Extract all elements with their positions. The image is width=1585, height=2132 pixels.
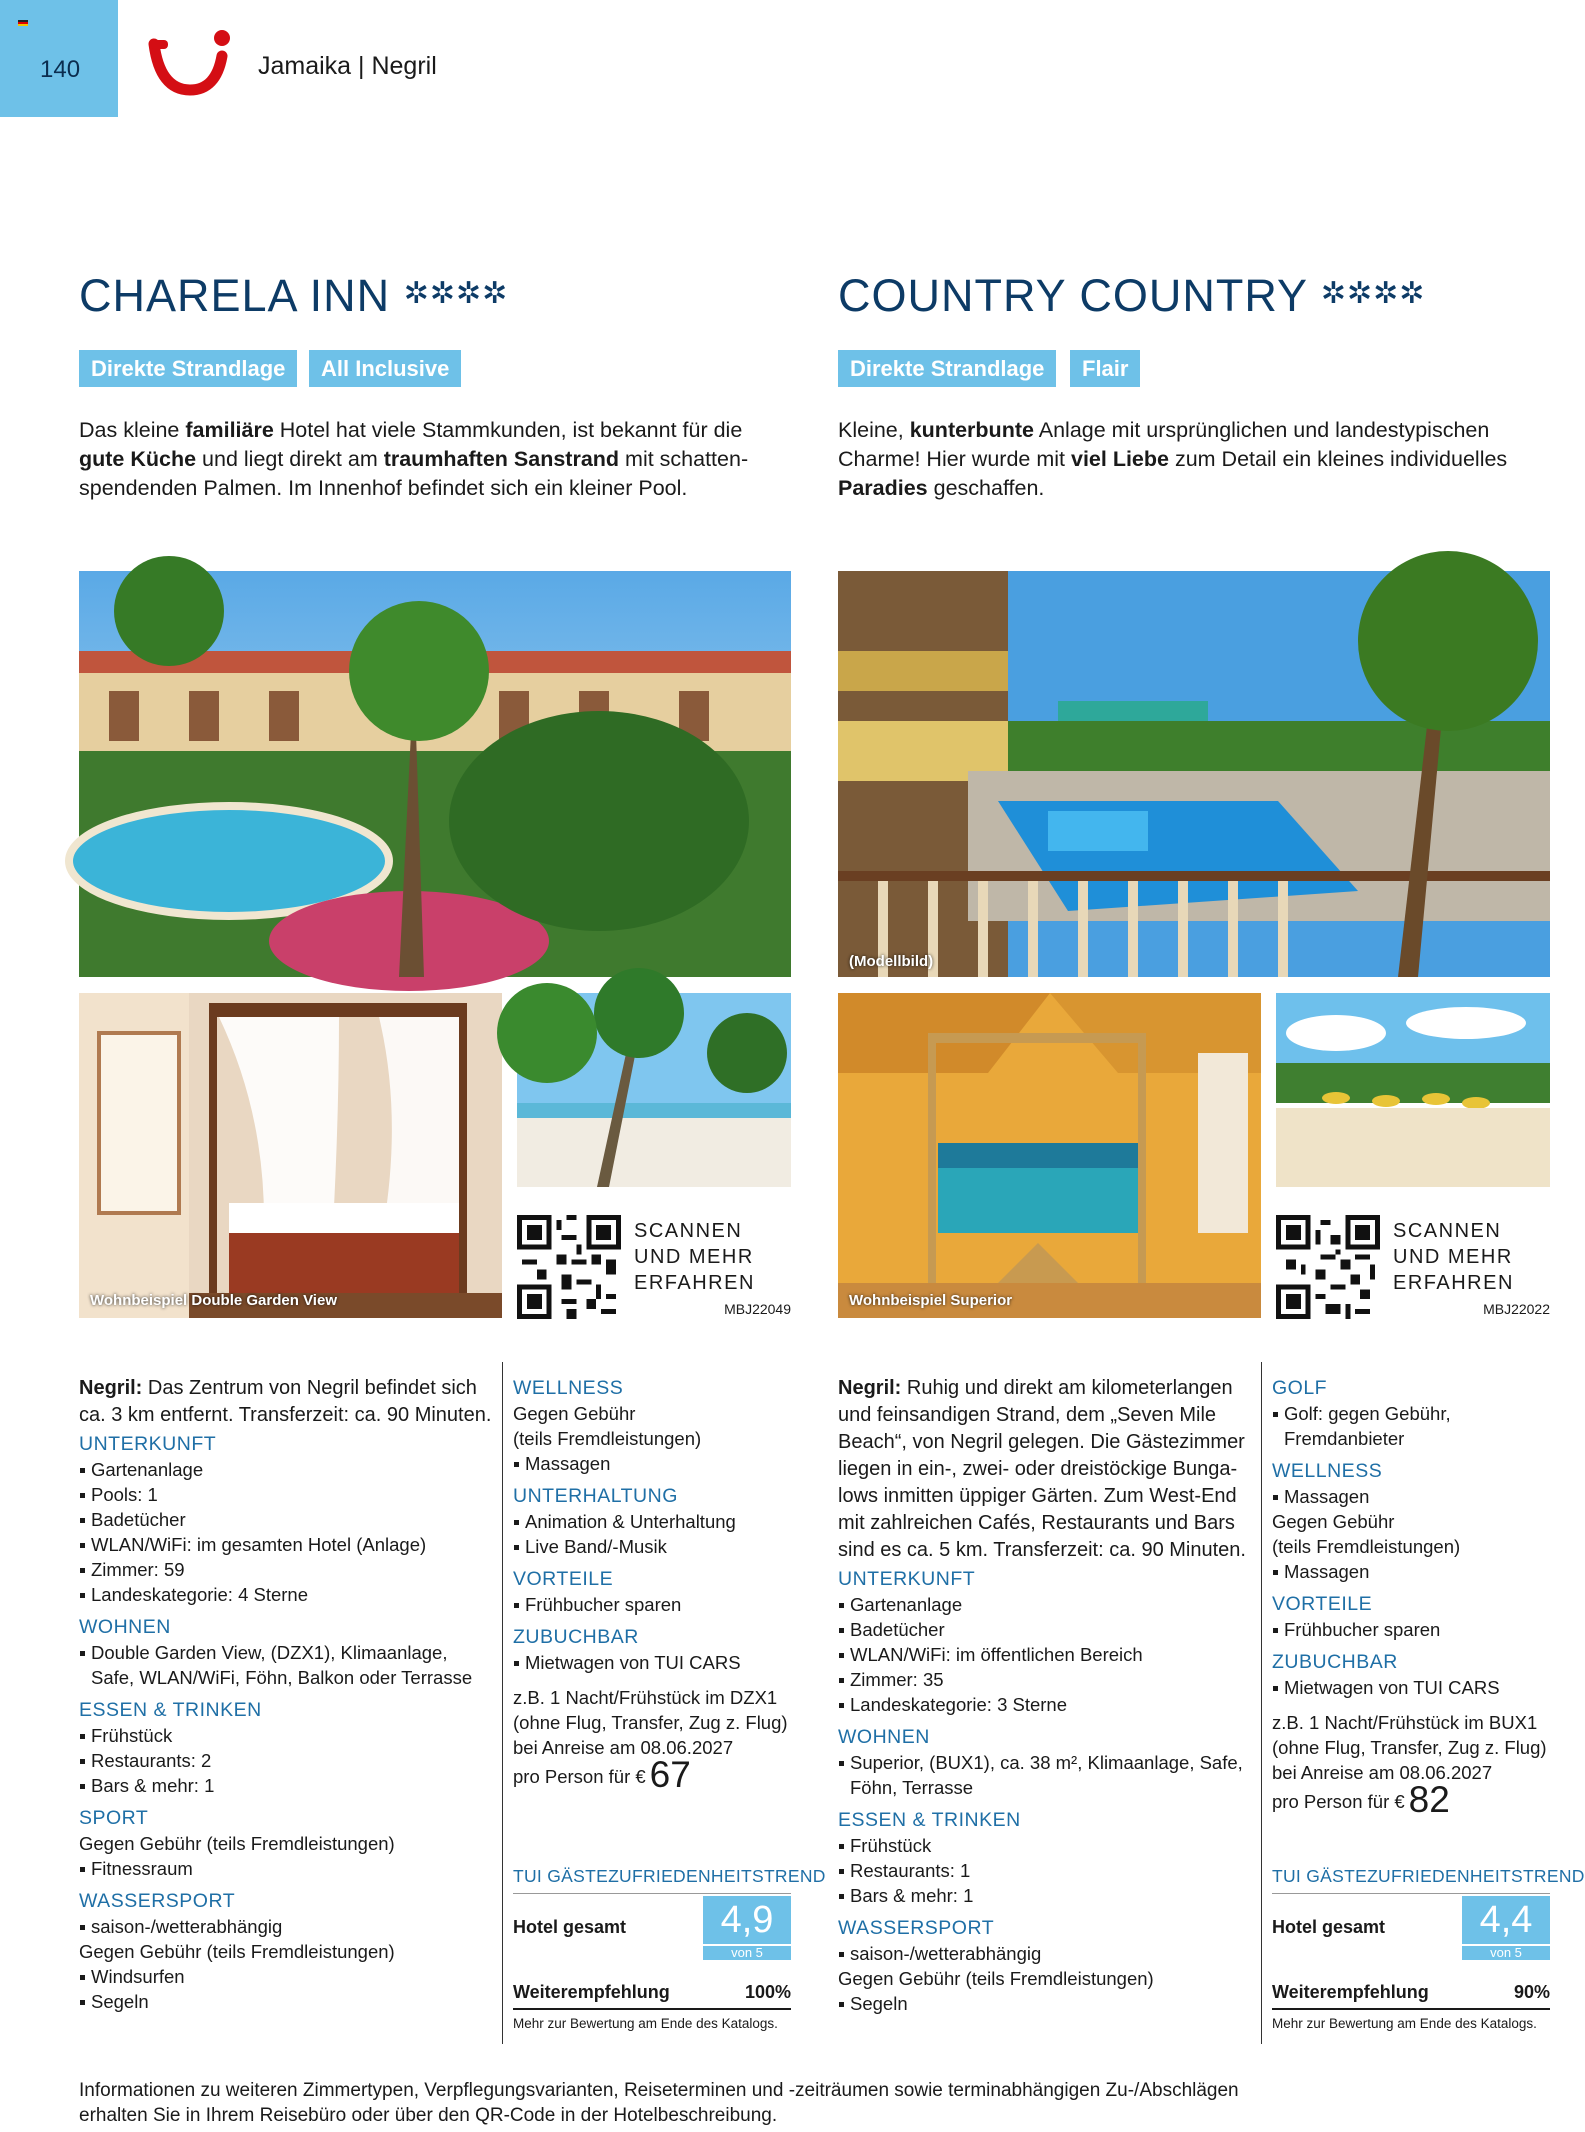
scan-prompt	[1393, 1218, 1514, 1296]
list-item: saison-/wetterabhängig	[838, 1941, 1253, 1966]
scan-line: ERFAHREN	[634, 1272, 755, 1294]
location-label: Negril:	[838, 1377, 902, 1399]
list-item: Landeskategorie: 4 Sterne	[79, 1582, 494, 1607]
list-item: WLAN/WiFi: im öffentlichen Bereich	[838, 1642, 1253, 1667]
list-item: saison-/wetterabhängig	[79, 1914, 494, 1939]
hotel-details-column	[513, 1375, 793, 1795]
list-item: Frühstück	[79, 1723, 494, 1748]
intro-text: zum Detail ein kleines individuelles	[1168, 447, 1508, 471]
list-item: Frühbucher sparen	[513, 1592, 793, 1617]
image-caption: (Modellbild)	[849, 953, 934, 970]
intro-text: und liegt direkt am	[196, 447, 384, 471]
list-item: Badetücher	[838, 1617, 1253, 1642]
price	[513, 1754, 793, 1795]
beach-photo	[1276, 993, 1550, 1187]
tui-logo-icon	[150, 28, 234, 96]
list-item: Massagen	[1272, 1559, 1550, 1584]
list-item: Fitnessraum	[79, 1856, 494, 1881]
intro-text: Anlage mit ursprünglichen und landestypischen Charme! Hier wurde mit	[838, 418, 1490, 471]
price-note-line: bei Anreise am 08.06.2027	[513, 1737, 734, 1758]
list-item: Superior, (BUX1), ca. 38 m², Klimaanlage, Safe, Föhn, Terrasse	[838, 1750, 1253, 1800]
recommendation-percent: 100%	[744, 1982, 791, 2002]
hotel-main-photo	[838, 571, 1550, 977]
divider	[513, 1893, 791, 1894]
qr-code[interactable]	[1276, 1215, 1380, 1319]
room-photo	[838, 993, 1261, 1318]
scan-line: ERFAHREN	[1393, 1272, 1514, 1294]
info-line: (teils Fremdleistungen)	[1272, 1536, 1461, 1557]
price-note-line: (ohne Flug, Transfer, Zug z. Flug)	[1272, 1737, 1547, 1758]
recommendation-label: Weiterempfehlung	[1272, 1982, 1429, 2002]
list-item: Landeskategorie: 3 Sterne	[838, 1692, 1253, 1717]
list-item: Double Garden View, (DZX1), Klimaanlage, Safe, WLAN/WiFi, Föhn, Balkon oder Terrasse	[79, 1640, 494, 1690]
intro-text: Das kleine	[79, 418, 186, 442]
intro-highlight: kunterbunte	[909, 418, 1034, 442]
satisfaction-score	[1462, 1896, 1550, 1960]
list-item: Zimmer: 35	[838, 1667, 1253, 1692]
list-item: Restaurants: 2	[79, 1748, 494, 1773]
list-item: Restaurants: 1	[838, 1858, 1253, 1883]
intro-highlight: gute Küche	[79, 447, 197, 471]
satisfaction-score	[703, 1896, 791, 1960]
list-item: Segeln	[838, 1991, 1253, 2016]
hotel-details-column	[838, 1375, 1253, 2016]
recommendation-row	[1272, 1982, 1550, 2006]
scan-code: MBJ22049	[724, 1301, 791, 1317]
flag-icon	[18, 20, 28, 26]
hotel-title-country-country	[838, 270, 1425, 322]
hotel-details-column	[1272, 1375, 1550, 1820]
room-caption: Wohnbeispiel Superior	[849, 1292, 1013, 1309]
list-item: Mietwagen von TUI CARS	[1272, 1675, 1550, 1700]
badge-all-inclusive: All Inclusive	[309, 350, 461, 387]
list-item: Gartenanlage	[838, 1592, 1253, 1617]
price-note-line: (ohne Flug, Transfer, Zug z. Flug)	[513, 1712, 788, 1733]
section-heading: ESSEN & TRINKEN	[79, 1699, 262, 1721]
hotel-title-charela-inn	[79, 270, 508, 322]
list-item: Gartenanlage	[79, 1457, 494, 1482]
score-scale: von 5	[703, 1944, 791, 1960]
list-item: Mietwagen von TUI CARS	[513, 1650, 793, 1675]
location-text	[79, 1375, 494, 1429]
bottom-note: Informationen zu weiteren Zimmertypen, Verpflegungsvarianten, Reiseterminen und -zeiträumen sowie terminabhängigen Zu-/Abschlägen erhalten Sie in Ihrem Reisebüro oder über den QR-Code in der Hotelbeschreibung.	[79, 2080, 1239, 2126]
recommendation-label: Weiterempfehlung	[513, 1982, 670, 2002]
info-line: Gegen Gebühr (teils Fremdleistungen)	[79, 1941, 395, 1962]
price	[1272, 1779, 1550, 1820]
info-line: Gegen Gebühr (teils Fremdleistungen)	[79, 1833, 395, 1854]
section-heading: VORTEILE	[1272, 1593, 1373, 1615]
section-heading: WELLNESS	[513, 1377, 624, 1399]
hotel-main-photo	[79, 571, 791, 977]
list-item: Bars & mehr: 1	[79, 1773, 494, 1798]
list-item: Frühstück	[838, 1833, 1253, 1858]
satisfaction-trend-title: TUI GÄSTEZUFRIEDENHEITSTREND	[1272, 1866, 1585, 1886]
divider	[513, 2008, 791, 2010]
list-item: Massagen	[513, 1451, 793, 1476]
info-line: (teils Fremdleistungen)	[513, 1428, 702, 1449]
section-heading: WOHNEN	[838, 1726, 930, 1748]
list-item: Segeln	[79, 1989, 494, 2014]
section-heading: UNTERKUNFT	[79, 1433, 217, 1455]
hotel-name: CHARELA INN	[79, 270, 391, 321]
list-item: Zimmer: 59	[79, 1557, 494, 1582]
section-heading: ZUBUCHBAR	[1272, 1651, 1398, 1673]
list-item: Windsurfen	[79, 1964, 494, 1989]
info-line: Gegen Gebühr	[513, 1403, 636, 1424]
score-value: 4,9	[720, 1899, 774, 1941]
intro-text: geschaffen.	[927, 476, 1045, 500]
price-note-line: bei Anreise am 08.06.2027	[1272, 1762, 1493, 1783]
hotel-details-column	[79, 1375, 494, 2014]
location-description: Ruhig und direkt am kilometerlangen und feinsandigen Strand, dem „Seven Mile Beach“, von Negril gelegen. Die Gästezimmer liegen in ein-, zwei- oder dreistöckige Bungalows inmitten üppiger Gärten. Zum West-End mit zahlreichen Cafés, Restaurants und Bars sind es ca. 5 km. Transferzeit: ca. 90 Minuten.	[838, 1377, 1246, 1561]
info-line: Gegen Gebühr	[1272, 1511, 1395, 1532]
page-number-tab	[0, 0, 118, 117]
divider	[1272, 1893, 1550, 1894]
list-item: Badetücher	[79, 1507, 494, 1532]
section-heading: ESSEN & TRINKEN	[838, 1809, 1021, 1831]
intro-highlight: viel Liebe	[1070, 447, 1169, 471]
scan-line: SCANNEN	[1393, 1220, 1502, 1242]
scan-line: UND MEHR	[1393, 1246, 1513, 1268]
price-amount: 67	[649, 1754, 691, 1795]
price-note	[513, 1685, 793, 1760]
scan-line: SCANNEN	[634, 1220, 743, 1242]
divider	[1272, 2008, 1550, 2010]
hotel-name: COUNTRY COUNTRY	[838, 270, 1308, 321]
list-item: Bars & mehr: 1	[838, 1883, 1253, 1908]
scan-line: UND MEHR	[634, 1246, 754, 1268]
score-value: 4,4	[1479, 1899, 1533, 1941]
scan-code: MBJ22022	[1483, 1301, 1550, 1317]
section-heading: WELLNESS	[1272, 1460, 1383, 1482]
rating-footnote: Mehr zur Bewertung am Ende des Katalogs.	[513, 2016, 778, 2031]
hotel-intro	[79, 416, 769, 503]
section-heading: WASSERSPORT	[838, 1917, 995, 1939]
intro-highlight: traumhaften Sanstrand	[383, 447, 620, 471]
section-heading: GOLF	[1272, 1377, 1328, 1399]
list-item: Live Band/-Musik	[513, 1534, 793, 1559]
badge-direkte-strandlage: Direkte Strandlage	[79, 350, 297, 387]
page-number: 140	[40, 56, 81, 83]
list-item: Massagen	[1272, 1484, 1550, 1509]
score-scale: von 5	[1462, 1944, 1550, 1960]
list-item: Golf: gegen Gebühr, Fremdanbieter	[1272, 1401, 1550, 1451]
section-heading: SPORT	[79, 1807, 149, 1829]
star-rating-icon: ✲✲✲✲	[1320, 277, 1426, 310]
list-item: Pools: 1	[79, 1482, 494, 1507]
price-note-line: z.B. 1 Nacht/Frühstück im DZX1	[513, 1687, 778, 1708]
section-heading: WOHNEN	[79, 1616, 171, 1638]
hotel-overall-label: Hotel gesamt	[1272, 1917, 1386, 1937]
section-heading: UNTERHALTUNG	[513, 1485, 678, 1507]
section-heading: UNTERKUNFT	[838, 1568, 976, 1590]
intro-text: Hotel hat viele Stammkunden, ist bekannt für die	[273, 418, 743, 442]
room-caption: Wohnbeispiel Double Garden View	[90, 1292, 337, 1309]
intro-text: mit schattenspendenden Palmen. Im Innenhof befindet sich ein kleiner Pool.	[79, 447, 749, 500]
hotel-intro	[838, 416, 1518, 503]
scan-prompt	[634, 1218, 755, 1296]
list-item: Frühbucher sparen	[1272, 1617, 1550, 1642]
section-heading: WASSERSPORT	[79, 1890, 236, 1912]
price-prefix: pro Person für €	[513, 1766, 646, 1787]
badge-direkte-strandlage: Direkte Strandlage	[838, 350, 1056, 387]
location-description: Das Zentrum von Negril befindet sich ca. 3 km entfernt. Transferzeit: ca. 90 Minuten.	[79, 1377, 492, 1426]
qr-code[interactable]	[517, 1215, 621, 1319]
rating-footnote: Mehr zur Bewertung am Ende des Katalogs.	[1272, 2016, 1537, 2031]
price-prefix: pro Person für €	[1272, 1791, 1405, 1812]
room-photo	[79, 993, 502, 1318]
star-rating-icon: ✲✲✲✲	[403, 277, 509, 310]
column-divider	[502, 1362, 503, 2044]
intro-highlight: Paradies	[838, 476, 928, 500]
section-heading: VORTEILE	[513, 1568, 614, 1590]
intro-highlight: familiäre	[185, 418, 274, 442]
beach-photo	[517, 993, 791, 1187]
list-item: Animation & Unterhaltung	[513, 1509, 793, 1534]
location-text	[838, 1375, 1253, 1564]
intro-text: Kleine,	[838, 418, 910, 442]
section-heading: ZUBUCHBAR	[513, 1626, 639, 1648]
breadcrumb: Jamaika | Negril	[258, 52, 437, 80]
recommendation-row	[513, 1982, 791, 2006]
recommendation-percent: 90%	[1513, 1982, 1550, 2002]
list-item: WLAN/WiFi: im gesamten Hotel (Anlage)	[79, 1532, 494, 1557]
column-divider	[1261, 1362, 1262, 2044]
badge-flair: Flair	[1070, 350, 1140, 387]
hotel-overall-label: Hotel gesamt	[513, 1917, 627, 1937]
info-line: Gegen Gebühr (teils Fremdleistungen)	[838, 1968, 1154, 1989]
price-note	[1272, 1710, 1550, 1785]
satisfaction-trend-title: TUI GÄSTEZUFRIEDENHEITSTREND	[513, 1866, 826, 1886]
location-label: Negril:	[79, 1377, 143, 1399]
price-note-line: z.B. 1 Nacht/Frühstück im BUX1	[1272, 1712, 1538, 1733]
price-amount: 82	[1408, 1779, 1450, 1820]
